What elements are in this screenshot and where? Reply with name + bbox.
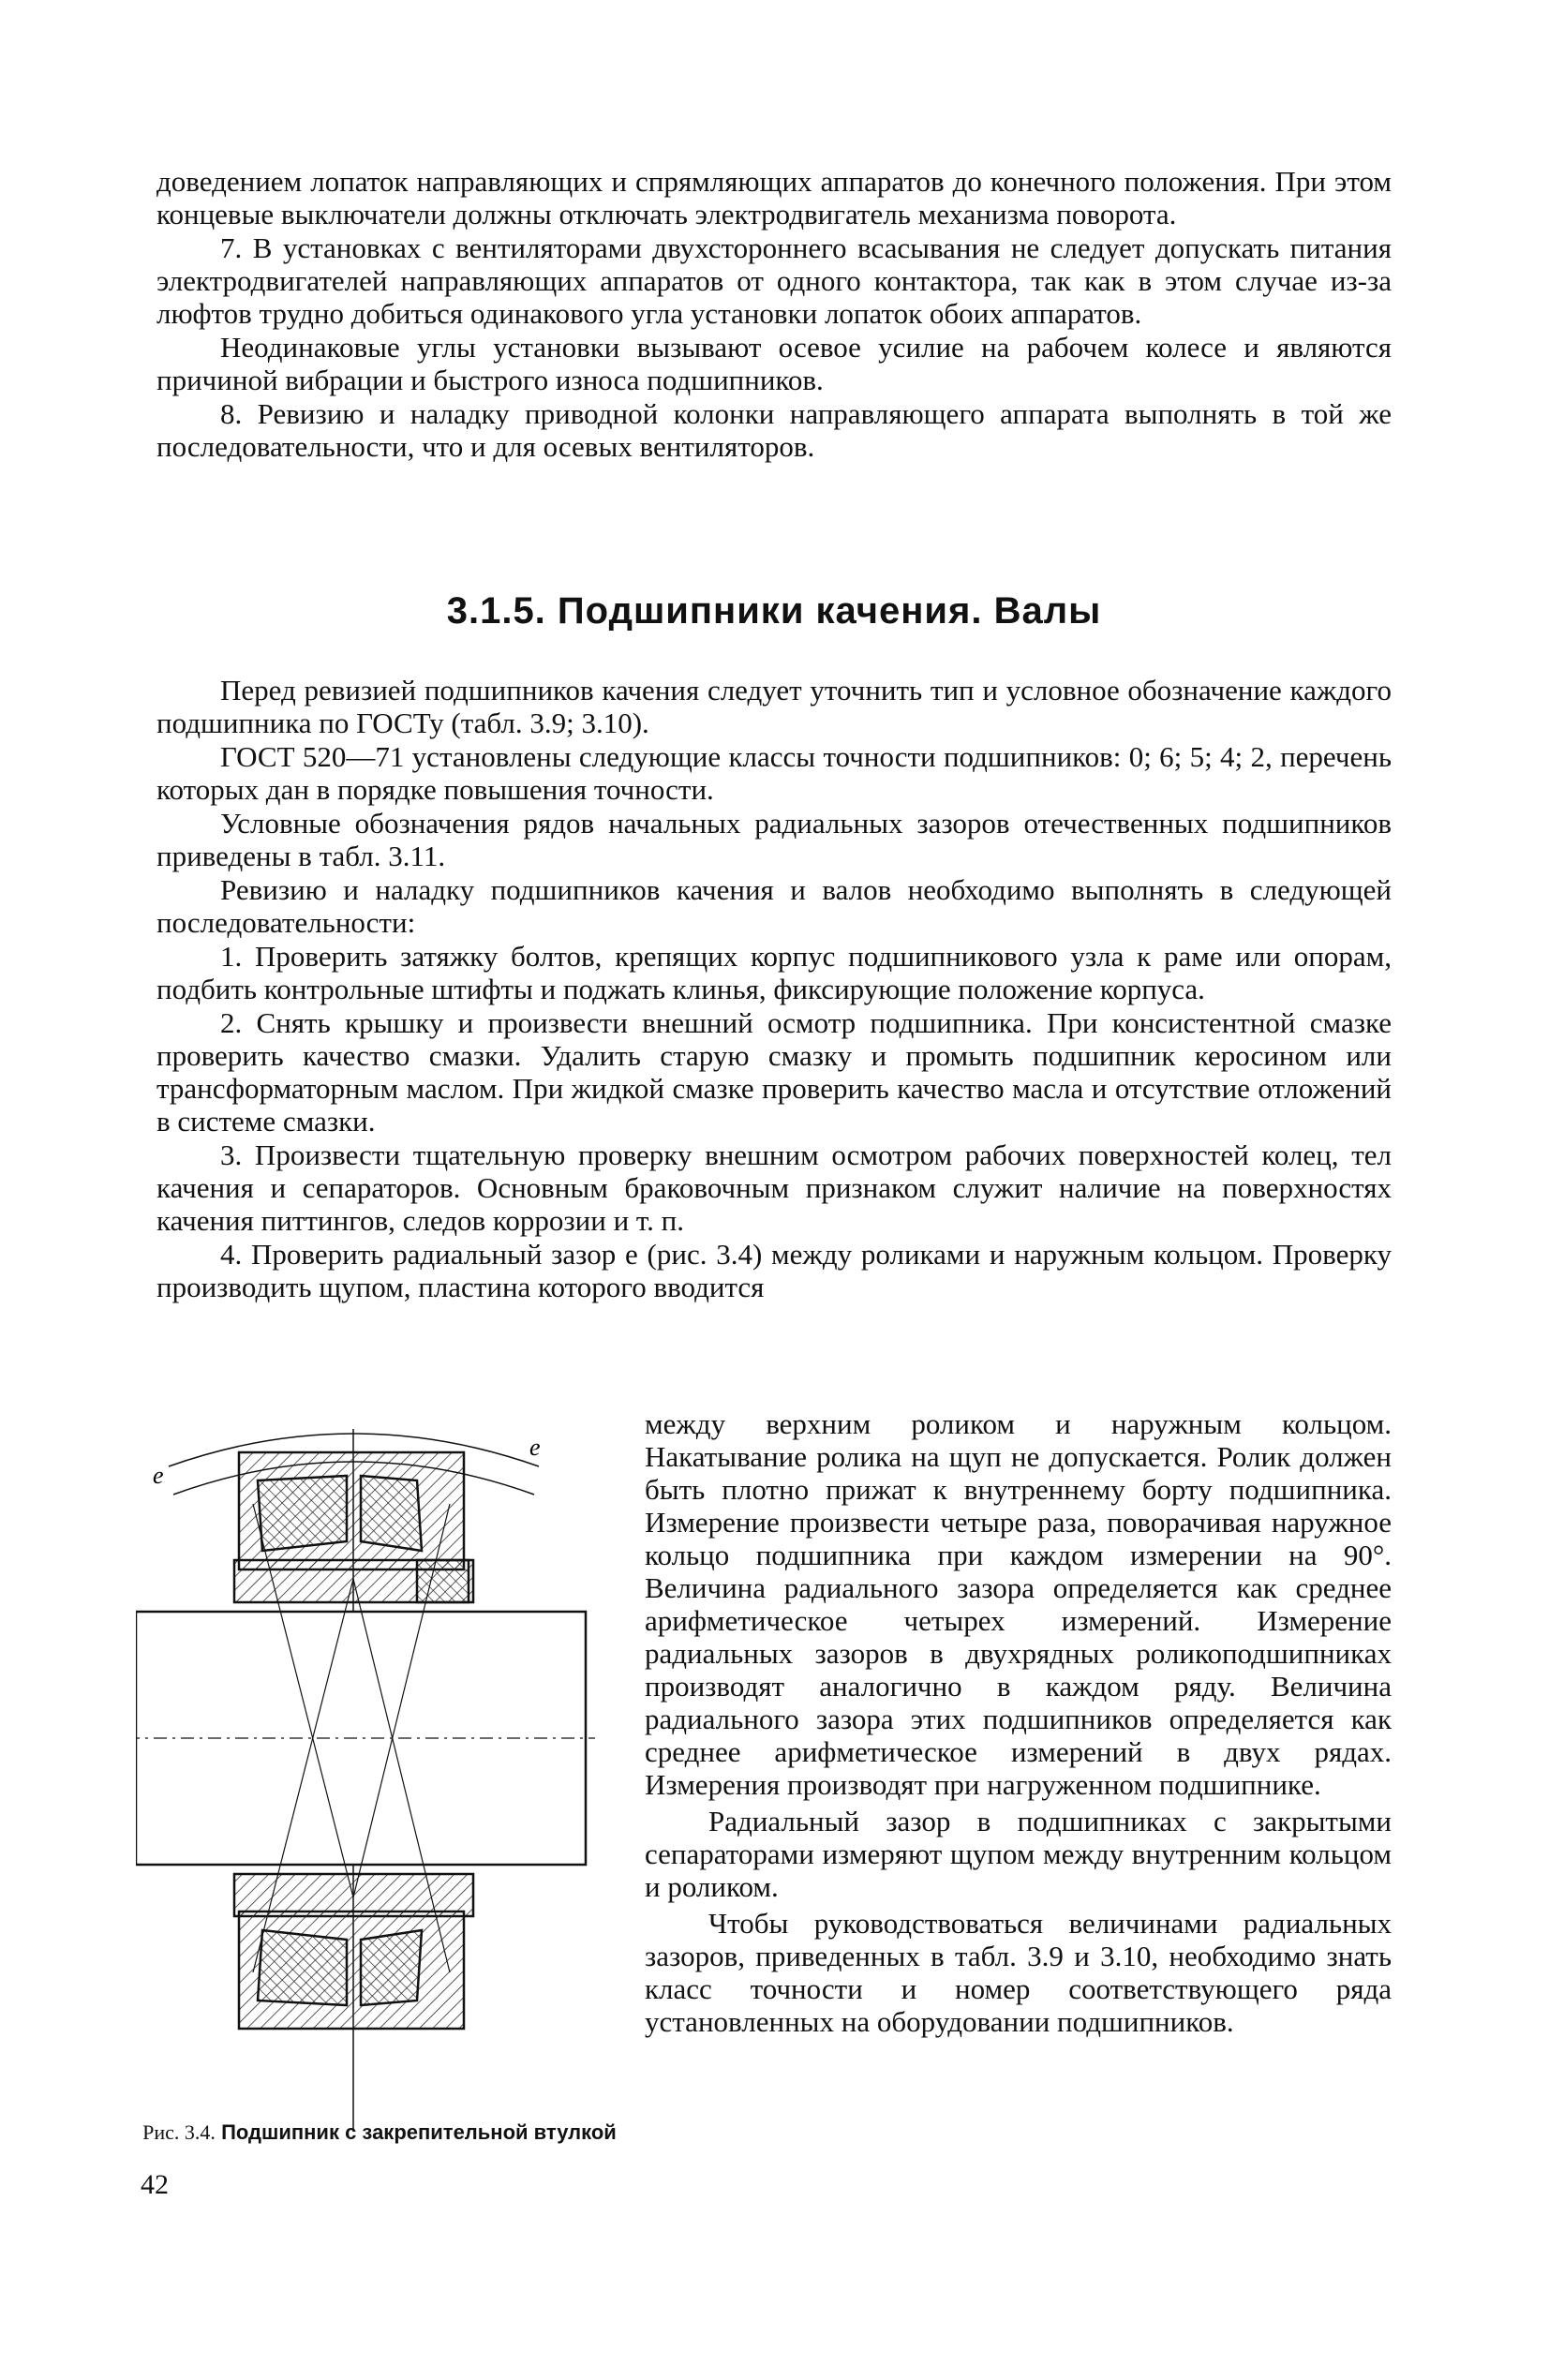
paragraph: Перед ревизией подшипников качения следует уточнить тип и условное обозначение каждого подшипника по ГОСТу (табл. 3.9; 3.10). — [156, 674, 1392, 739]
main-text-block — [156, 674, 1392, 1303]
caption-label: Рис. 3.4. — [142, 2120, 216, 2144]
paragraph: доведением лопаток направляющих и спрямляющих аппаратов до конечного положения. При этом концевые выключатели должны отключать электродвигатель механизма поворота. — [156, 165, 1392, 231]
paragraph: 7. В установках с вентиляторами двухстороннего всасывания не следует допускать питания электродвигателей направляющих аппаратов от одного контактора, так как в этом случае из-за люфтов трудно добиться одинакового угла установки лопаток обоих аппаратов. — [156, 231, 1392, 330]
paragraph: между верхним роликом и наружным кольцом. Накатывание ролика на щуп не допускается. Ролик должен быть плотно прижат к внутреннему борту подшипника. Измерение произвести четыре раза, поворачивая наружное кольцо подшипника при каждом измерении на 90°. Величина радиального зазора определяется как среднее арифметическое четырех измерений. Измерение радиальных зазоров в двухрядных роликоподшипниках производят аналогично в каждом ряду. Величина радиального зазора этих подшипников определяется как среднее арифметическое измерений в двух рядах. Измерения производят при нагруженном подшипнике. — [645, 1407, 1392, 1801]
roller-top-left — [258, 1476, 347, 1551]
paragraph: 4. Проверить радиальный зазор е (рис. 3.4) между роликами и наружным кольцом. Проверку производить щупом, пластина которого вводится — [156, 1238, 1392, 1303]
top-text-block — [156, 165, 1392, 463]
figure-caption — [136, 2120, 623, 2145]
paragraph: 1. Проверить затяжку болтов, крепящих корпус подшипникового узла к раме или опорам, подбить контрольные штифты и поджать клинья, фиксирующие положение корпуса. — [156, 940, 1392, 1005]
right-column-text — [645, 1407, 1392, 2038]
clearance-label-left: e — [153, 1462, 164, 1489]
lock-nut — [417, 1560, 469, 1602]
paragraph: Условные обозначения рядов начальных радиальных зазоров отечественных подшипников приведены в табл. 3.11. — [156, 807, 1392, 872]
bearing-figure — [136, 1410, 623, 2141]
roller-top-right — [361, 1476, 422, 1551]
paragraph: 3. Произвести тщательную проверку внешним осмотром рабочих поверхностей колец, тел качения и сепараторов. Основным браковочным признаком служит наличие на поверхностях качения питтингов, следов коррозии и т. п. — [156, 1138, 1392, 1237]
inner-ring-bottom — [234, 1874, 473, 1916]
clearance-label-right: e — [529, 1434, 541, 1461]
paragraph: 8. Ревизию и наладку приводной колонки направляющего аппарата выполнять в той же последовательности, что и для осевых вентиляторов. — [156, 397, 1392, 463]
caption-text: Подшипник с закрепительной втулкой — [221, 2120, 617, 2144]
paragraph: Радиальный зазор в подшипниках с закрытыми сепараторами измеряют щупом между внутренним кольцом и роликом. — [645, 1805, 1392, 1903]
paragraph: 2. Снять крышку и произвести внешний осмотр подшипника. При консистентной смазке проверить качество смазки. Удалить старую смазку и промыть подшипник керосином или трансформаторным маслом. При жидкой смазке проверить качество масла и отсутствие отложений в системе смазки. — [156, 1006, 1392, 1138]
paragraph: Чтобы руководствоваться величинами радиальных зазоров, приведенных в табл. 3.9 и 3.10, необходимо знать класс точности и номер соответствующего ряда установленных на оборудовании подшипников. — [645, 1907, 1392, 2038]
roller-bottom-right — [361, 1930, 422, 2005]
paragraph: Неодинаковые углы установки вызывают осевое усилие на рабочем колесе и являются причиной вибрации и быстрого износа подшипников. — [156, 331, 1392, 396]
paragraph: Ревизию и наладку подшипников качения и валов необходимо выполнять в следующей последовательности: — [156, 873, 1392, 939]
section-heading: 3.1.5. Подшипники качения. Валы — [446, 590, 1102, 632]
roller-bottom-left — [258, 1930, 347, 2005]
page-number: 42 — [141, 2169, 169, 2200]
paragraph: ГОСТ 520—71 установлены следующие классы точности подшипников: 0; 6; 5; 4; 2, перечень которых дан в порядке повышения точности. — [156, 740, 1392, 806]
